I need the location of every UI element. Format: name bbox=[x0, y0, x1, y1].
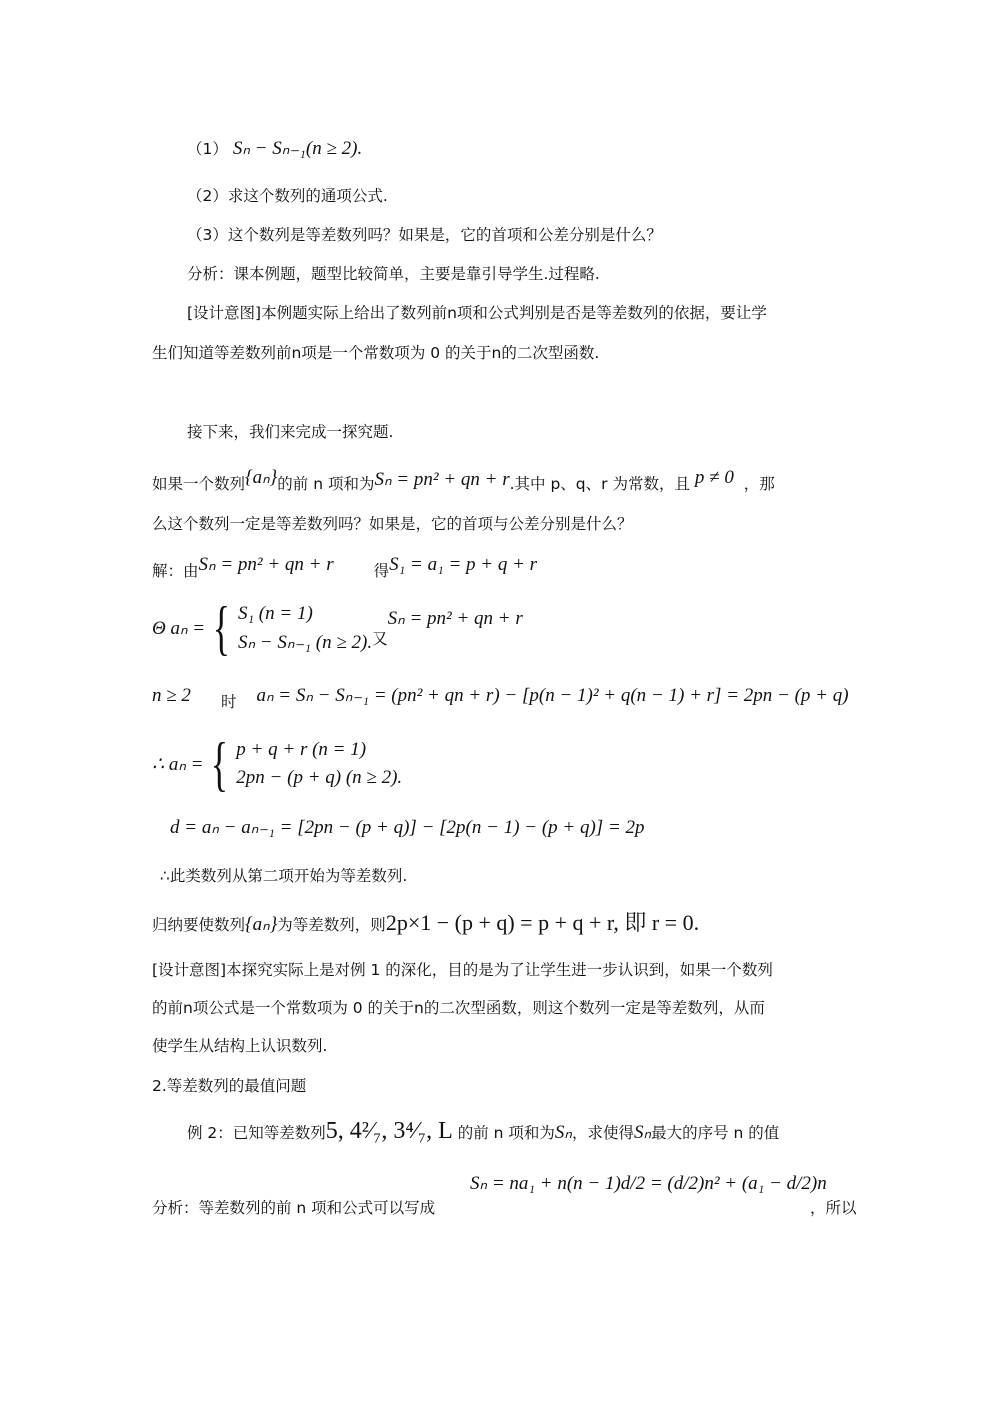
problem-line-cont: 么这个数列一定是等差数列吗？如果是，它的首项与公差分别是什么？ bbox=[152, 515, 633, 533]
item-1 bbox=[187, 137, 362, 160]
text: 时 bbox=[220, 693, 237, 711]
analysis: 分析：课本例题，题型比较简单，主要是靠引导学生.过程略. bbox=[187, 265, 600, 283]
problem-line bbox=[152, 466, 775, 494]
formula: Sₙ = pn² + qn + r bbox=[387, 607, 523, 629]
formula: Sₙ bbox=[554, 1122, 572, 1143]
solution-line bbox=[152, 553, 537, 581]
difference-formula: d = aₙ − aₙ₋₁ = [2pn − (p + q)] − [2p(n − 1) − (p + q)] = 2p bbox=[170, 817, 645, 838]
formula: Θ aₙ = bbox=[152, 617, 206, 639]
formula: 2p×1 − (p + q) = p + q + r, 即 r = 0. bbox=[385, 910, 700, 935]
formula: {aₙ} bbox=[245, 914, 278, 935]
formula: S₁ = a₁ = p + q + r bbox=[389, 554, 538, 575]
formula: ∴ aₙ = bbox=[152, 753, 204, 775]
item-3: （3）这个数列是等差数列吗？如果是，它的首项和公差分别是什么？ bbox=[187, 226, 662, 244]
formula: Sₙ bbox=[634, 1122, 652, 1143]
text: ，那 bbox=[743, 475, 775, 493]
design-intent-2-end: 使学生从结构上认识数列. bbox=[152, 1037, 328, 1055]
piecewise-an bbox=[152, 595, 523, 661]
analysis-2-end: ，所以 bbox=[810, 1199, 857, 1217]
text: 为等差数列，则 bbox=[277, 916, 386, 934]
sum-formula: Sₙ = na₁ + n(n − 1)d/2 = (d/2)n² + (a₁ − d/2)n bbox=[470, 1173, 827, 1194]
design-intent: [设计意图]本例题实际上给出了数列前n项和公式判别是否是等差数列的依据，要让学 bbox=[187, 304, 767, 322]
formula: Sₙ = pn² + qn + r bbox=[374, 469, 510, 490]
formula: Sₙ = pn² + qn + r bbox=[198, 554, 334, 575]
text: 归纳要使数列 bbox=[152, 916, 246, 934]
formula: n ≥ 2 bbox=[152, 685, 191, 706]
formula: Sₙ − Sₙ₋₁(n ≥ 2). bbox=[232, 138, 363, 159]
sequence: 5, 4²⁄₇, 3⁴⁄₇, L bbox=[325, 1118, 453, 1144]
text: 如果一个数列 bbox=[152, 475, 246, 493]
text: ，求使得 bbox=[571, 1124, 634, 1142]
text: .其中 p、q、r 为常数，且 bbox=[509, 475, 690, 493]
formula: aₙ = Sₙ − Sₙ₋₁ = (pn² + qn + r) − [p(n − 1)² + q(n − 1) + r] = 2pn − (p + q) bbox=[256, 685, 849, 706]
piecewise-result bbox=[152, 731, 403, 797]
derivation-line bbox=[152, 684, 849, 712]
formula: p ≠ 0 bbox=[694, 467, 734, 488]
design-intent-cont: 生们知道等差数列前n项是一个常数项为 0 的关于n的二次型函数. bbox=[152, 344, 600, 362]
text: 得 bbox=[373, 562, 390, 580]
induction-line bbox=[152, 906, 699, 937]
text: 解：由 bbox=[152, 562, 199, 580]
text: 的前 n 项和为 bbox=[457, 1124, 555, 1142]
item-number: （1） bbox=[187, 140, 228, 158]
conclusion: ∴此类数列从第二项开始为等差数列. bbox=[160, 867, 408, 885]
formula: {aₙ} bbox=[245, 467, 278, 488]
case: p + q + r (n = 1) bbox=[236, 739, 367, 760]
example-2 bbox=[187, 1118, 779, 1145]
text: 又 bbox=[372, 630, 388, 648]
intro-line: 接下来，我们来完成一探究题. bbox=[187, 423, 394, 441]
item-2: （2）求这个数列的通项公式. bbox=[187, 187, 388, 205]
text: 的前 n 项和为 bbox=[277, 475, 375, 493]
case: Sₙ − Sₙ₋₁ (n ≥ 2). bbox=[237, 631, 373, 653]
cases bbox=[236, 739, 402, 789]
analysis-2: 分析：等差数列的前 n 项和公式可以写成 bbox=[152, 1199, 436, 1217]
text: 例 2：已知等差数列 bbox=[187, 1124, 326, 1142]
section-heading: 2.等差数列的最值问题 bbox=[152, 1077, 307, 1095]
case: 2pn − (p + q) (n ≥ 2). bbox=[236, 767, 403, 788]
design-intent-2-cont: 的前n项公式是一个常数项为 0 的关于n的二次型函数，则这个数列一定是等差数列，从而 bbox=[152, 999, 765, 1017]
cases bbox=[238, 603, 372, 654]
case: S₁ (n = 1) bbox=[237, 602, 313, 624]
brace: { bbox=[211, 731, 229, 797]
design-intent-2: [设计意图]本探究实际上是对例 1 的深化，目的是为了让学生进一步认识到，如果一个数列 bbox=[152, 961, 773, 979]
brace: { bbox=[212, 595, 231, 661]
text: 最大的序号 n 的值 bbox=[651, 1124, 780, 1142]
